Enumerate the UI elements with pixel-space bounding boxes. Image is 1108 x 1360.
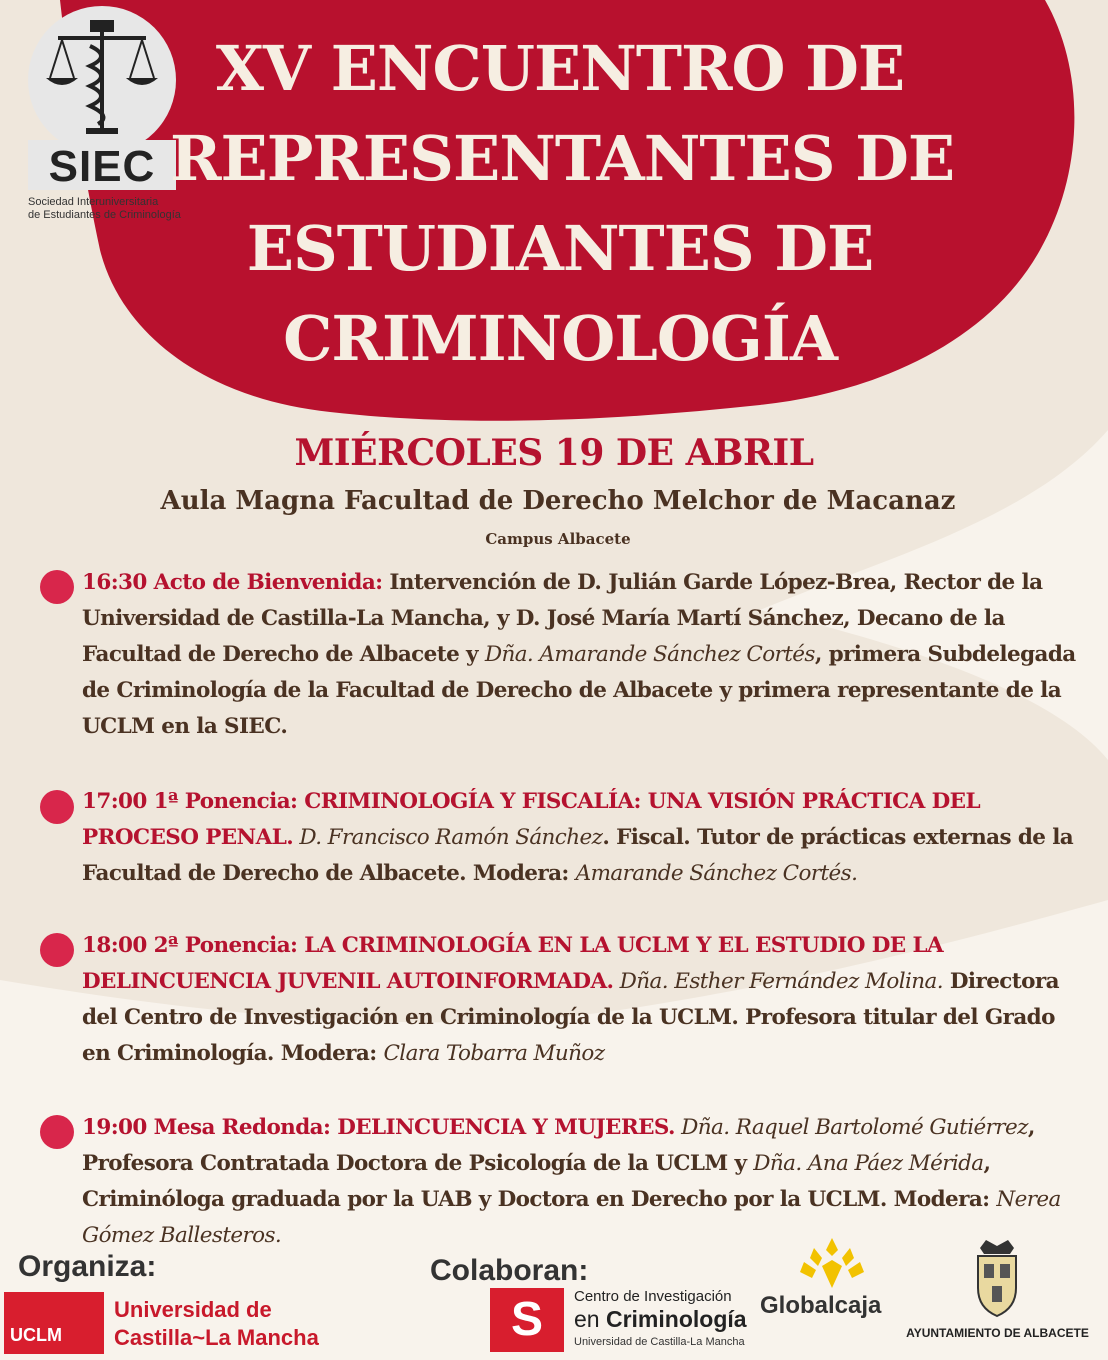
uclm-logo xyxy=(4,1292,344,1354)
coat-of-arms-icon xyxy=(972,1238,1022,1318)
wheat-icon xyxy=(792,1232,872,1292)
event-date: MIÉRCOLES 19 DE ABRIL xyxy=(294,432,814,474)
program-item-3: 18:00 2ª Ponencia: LA CRIMINOLOGÍA EN LA UCLM Y EL ESTUDIO DE LA DELINCUENCIA JUVENIL AUTOINFORMADA. Dña. Esther Fernández Molina. Directora del Centro de Investigación en Criminología de la UCLM. Profesora titular del Grado en Criminología. Modera: Clara Tobarra Muñoz xyxy=(82,933,1059,1066)
title-line-4: CRIMINOLOGÍA xyxy=(283,302,837,375)
uclm-box: UCLM xyxy=(4,1292,104,1354)
title-line-2: REPRESENTANTES DE xyxy=(170,122,955,195)
globalcaja-logo: Globalcaja xyxy=(760,1232,910,1332)
cic-name: en Criminología xyxy=(574,1306,747,1332)
title-line-3: ESTUDIANTES DE xyxy=(246,212,874,285)
bullet-icon xyxy=(40,570,74,604)
ayuntamiento-logo: AYUNTAMIENTO DE ALBACETE xyxy=(890,1238,1105,1350)
program-item-2: 17:00 1ª Ponencia: CRIMINOLOGÍA Y FISCALÍA: UNA VISIÓN PRÁCTICA DEL PROCESO PENAL. D. Francisco Ramón Sánchez. Fiscal. Tutor de prácticas externas de la Facultad de Derecho de Albacete. Modera: Amarande Sánchez Cortés. xyxy=(82,789,1074,886)
organiza-label: Organiza: xyxy=(18,1250,157,1283)
bullet-icon xyxy=(40,790,74,824)
siec-acronym: SIEC xyxy=(48,142,156,191)
scales-of-justice-icon xyxy=(28,6,176,154)
siec-band xyxy=(28,140,176,190)
title-line-1: XV ENCUENTRO DE xyxy=(215,32,905,105)
program-item-4: 19:00 Mesa Redonda: DELINCUENCIA Y MUJERES. Dña. Raquel Bartolomé Gutiérrez, Profesora Contratada Doctora de Psicología de la UCLM y Dña. Ana Páez Mérida, Criminóloga graduada por la UAB y Doctora en Derecho por la UCLM. Modera: Nerea Gómez Ballesteros. xyxy=(82,1115,1061,1248)
cic-icon: S xyxy=(490,1288,564,1352)
program-item-1: 16:30 Acto de Bienvenida: Intervención de D. Julián Garde López-Brea, Rector de la Universidad de Castilla-La Mancha, y D. José María Martí Sánchez, Decano de la Facultad de Derecho de Albacete y Dña. Amarande Sánchez Cortés, primera Subdelegada de Criminología de la Facultad de Derecho de Albacete y primera representante de la UCLM en la SIEC. xyxy=(82,570,1076,739)
cic-logo: S Centro de Investigación en Criminología Universidad de Castilla-La Mancha xyxy=(490,1284,750,1358)
event-campus: Campus Albacete xyxy=(485,530,631,548)
bullet-icon xyxy=(40,1115,74,1149)
siec-subtitle: Sociedad Interuniversitaria de Estudiantes de Criminología xyxy=(28,196,181,221)
event-venue: Aula Magna Facultad de Derecho Melchor de Macanaz xyxy=(160,486,956,516)
bullet-icon xyxy=(40,933,74,967)
uclm-name: Universidad de Castilla~La Mancha xyxy=(114,1297,319,1350)
event-title xyxy=(170,24,955,384)
colaboran-label: Colaboran: xyxy=(430,1254,589,1287)
siec-emblem xyxy=(28,6,176,154)
